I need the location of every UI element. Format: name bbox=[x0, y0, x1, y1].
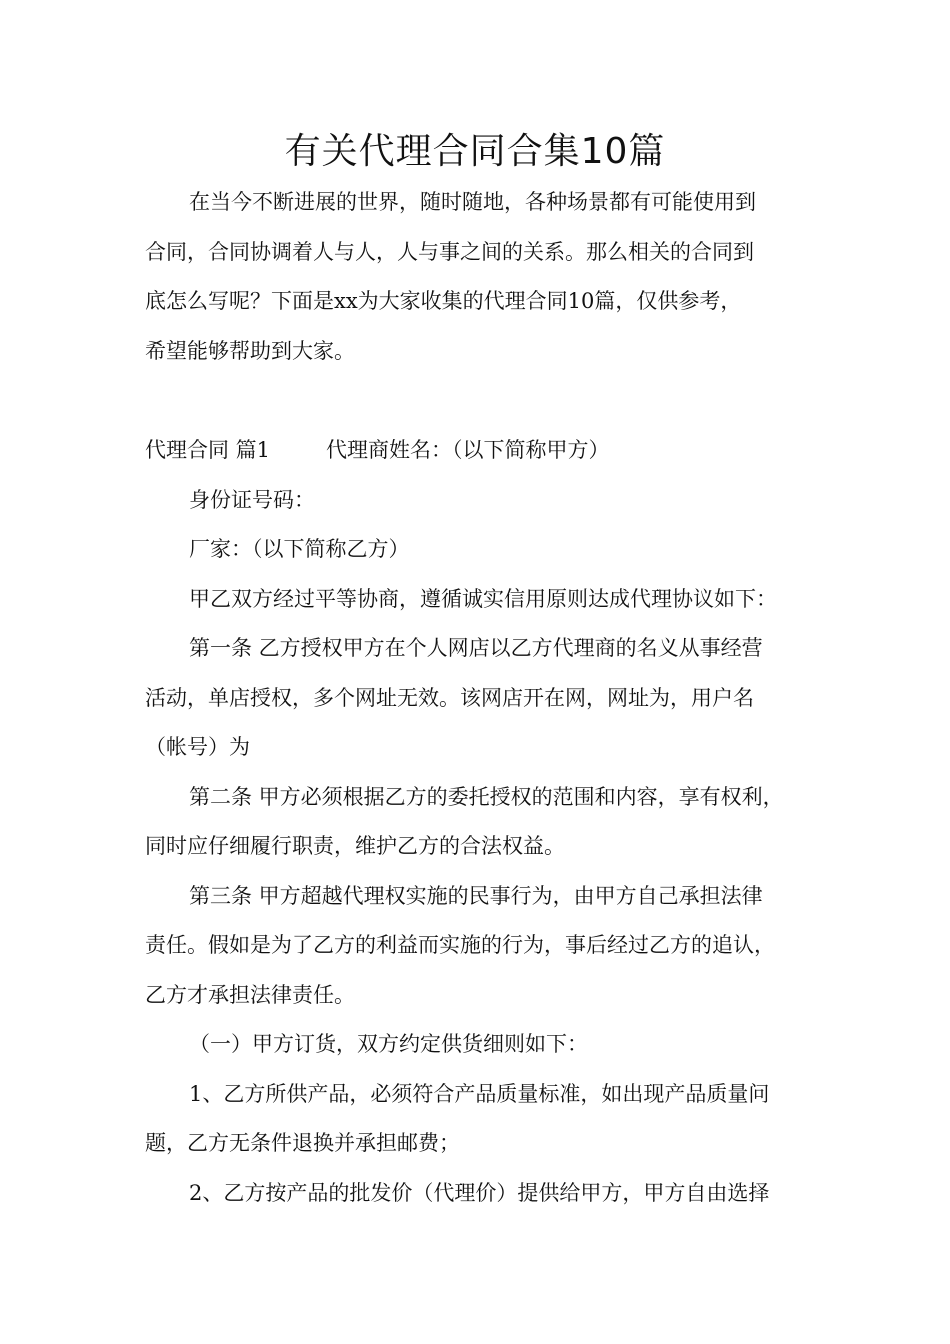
contract-line: 身份证号码： bbox=[189, 487, 315, 512]
intro-line: 在当今不断进展的世界，随时随地，各种场景都有可能使用到 bbox=[189, 190, 756, 214]
intro-line: 合同，合同协调着人与人，人与事之间的关系。那么相关的合同到 bbox=[145, 239, 754, 264]
document-body bbox=[145, 178, 825, 1218]
supply-item-line: 2、乙方按产品的批发价（代理价）提供给甲方，甲方自由选择 bbox=[189, 1180, 770, 1205]
article-2-line: 第二条 甲方必须根据乙方的委托授权的范围和内容，享有权利， bbox=[189, 784, 784, 809]
article-3-line: 责任。假如是为了乙方的利益而实施的行为，事后经过乙方的追认， bbox=[145, 933, 775, 957]
article-3-line: 第三条 甲方超越代理权实施的民事行为，由甲方自己承担法律 bbox=[189, 883, 763, 908]
contract-line: 厂家：（以下简称乙方） bbox=[189, 537, 410, 561]
article-2-line: 同时应仔细履行职责，维护乙方的合法权益。 bbox=[145, 834, 565, 858]
supply-heading-line: （一）甲方订货，双方约定供货细则如下： bbox=[189, 1032, 588, 1056]
article-3-line: 乙方才承担法律责任。 bbox=[145, 982, 355, 1007]
article-1-line: 活动，单店授权，多个网址无效。该网店开在网，网址为，用户名 bbox=[145, 685, 754, 710]
intro-line: 希望能够帮助到大家。 bbox=[145, 338, 355, 363]
intro-line: 底怎么写呢？下面是xx为大家收集的代理合同10篇，仅供参考， bbox=[145, 289, 742, 313]
agent-name-line: 代理商姓名：（以下简称甲方） bbox=[326, 438, 610, 462]
section-heading: 代理合同 篇1 bbox=[145, 438, 271, 462]
section-heading-row bbox=[145, 426, 825, 476]
paragraph-gap bbox=[145, 376, 825, 426]
article-1-line: 第一条 乙方授权甲方在个人网店以乙方代理商的名义从事经营 bbox=[189, 636, 763, 660]
document-title: 有关代理合同合集10篇 bbox=[284, 131, 666, 172]
contract-line: 甲乙双方经过平等协商，遵循诚实信用原则达成代理协议如下： bbox=[189, 586, 777, 611]
article-1-line: （帐号）为 bbox=[145, 735, 250, 759]
supply-item-line: 1、乙方所供产品，必须符合产品质量标准，如出现产品质量问 bbox=[189, 1081, 770, 1106]
supply-item-line: 题，乙方无条件退换并承担邮费； bbox=[145, 1131, 460, 1155]
